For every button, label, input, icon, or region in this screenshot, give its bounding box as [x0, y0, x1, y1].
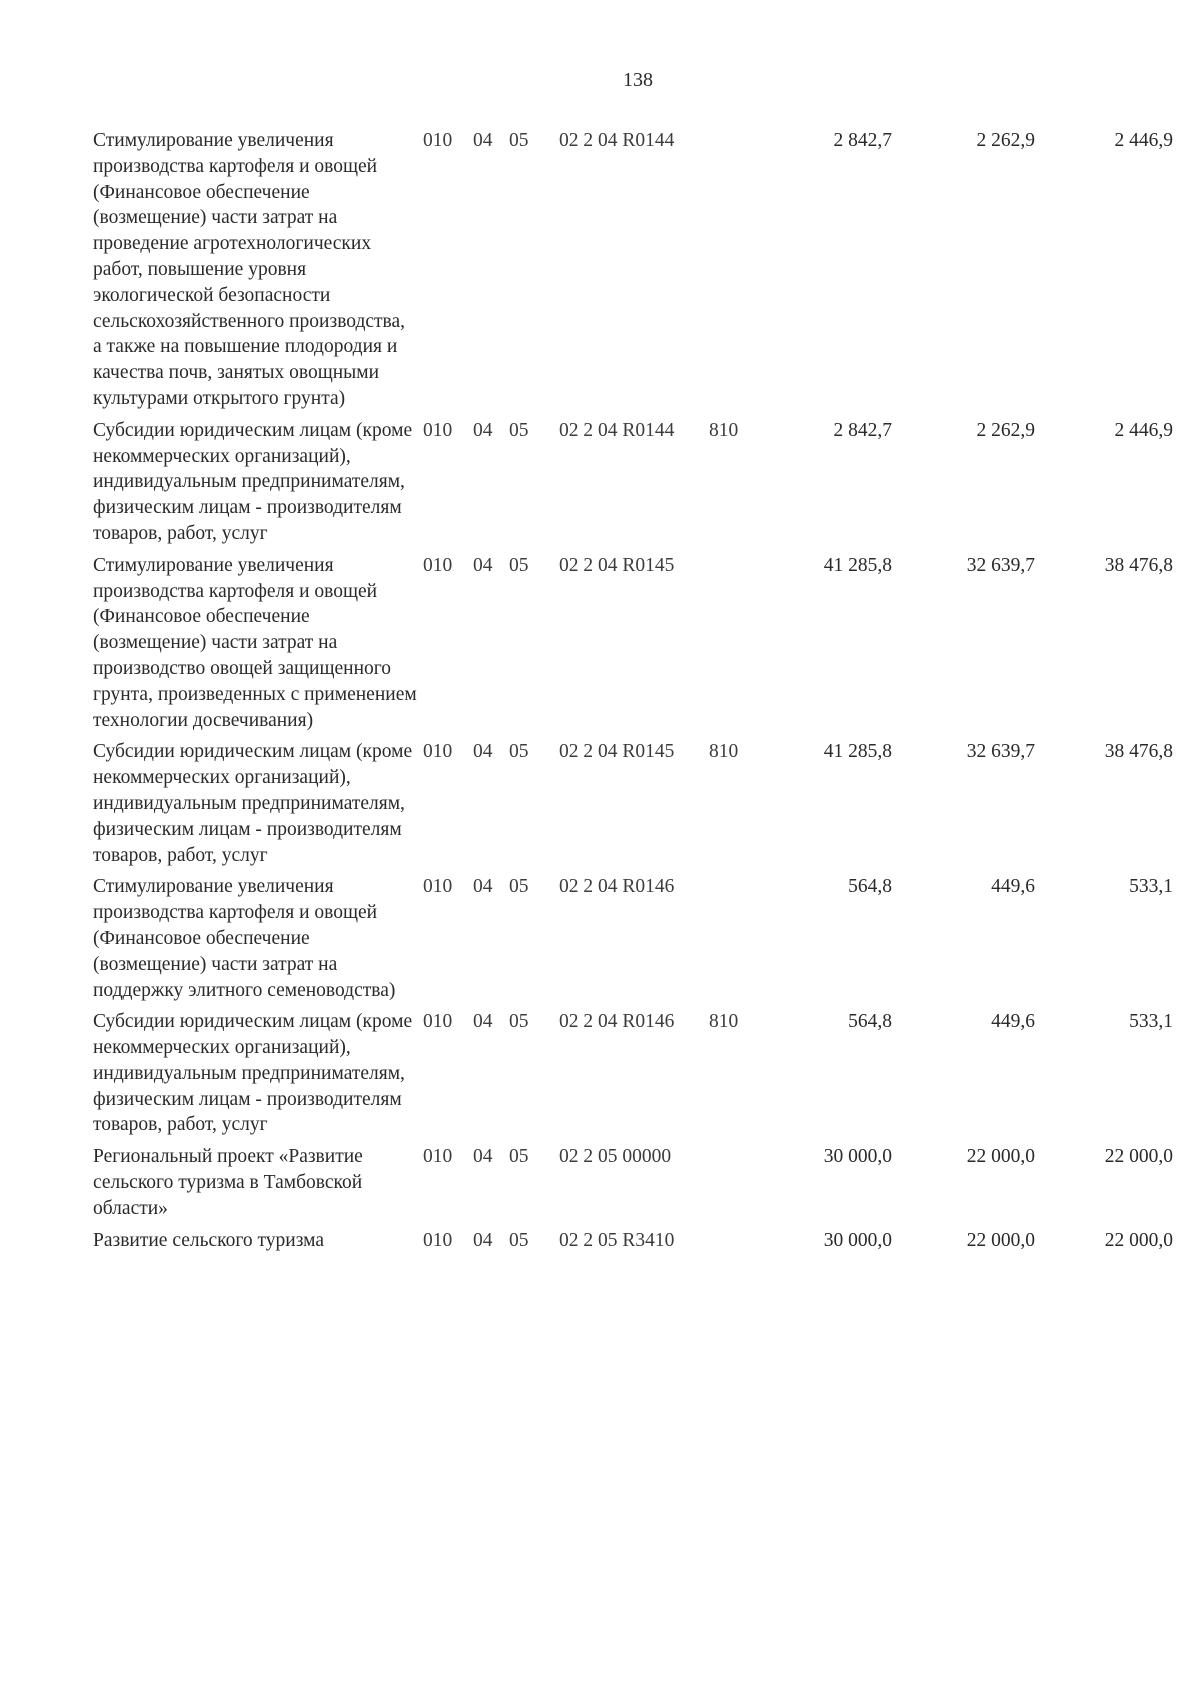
- target-article-code: 02 2 05 R3410: [559, 1229, 675, 1251]
- amount-year-3: 22 000,0: [1104, 1146, 1173, 1168]
- grbs-code: 010: [423, 1146, 453, 1168]
- amount-year-2: 22 000,0: [966, 1146, 1035, 1168]
- amount-year-2: 449,6: [991, 876, 1035, 898]
- expense-name: Субсидии юридическим лицам (кроме некоммерческих организаций), индивидуальным предпринимателям, физическим лицам - производителям товаров, работ, услуг: [93, 1011, 413, 1136]
- target-article-code: 02 2 05 00000: [559, 1146, 672, 1168]
- table-body: [93, 128, 1173, 1259]
- table-row: [93, 418, 1173, 553]
- expense-name: Развитие сельского туризма: [93, 1229, 325, 1251]
- target-article-code: 02 2 04 R0146: [559, 876, 675, 898]
- table-row: [93, 739, 1173, 874]
- amount-year-2: 2 262,9: [976, 419, 1035, 441]
- target-article-code: 02 2 04 R0144: [559, 419, 675, 441]
- amount-year-1: 564,8: [848, 876, 892, 898]
- amount-year-1: 2 842,7: [833, 130, 892, 151]
- expense-name: Субсидии юридическим лицам (кроме некоммерческих организаций), индивидуальным предпринимателям, физическим лицам - производителям товаров, работ, услуг: [93, 419, 413, 544]
- subsection-code: 05: [509, 419, 529, 441]
- section-code: 04: [473, 876, 493, 898]
- subsection-code: 05: [509, 1146, 529, 1168]
- amount-year-1: 564,8: [848, 1011, 892, 1033]
- amount-year-3: 38 476,8: [1104, 554, 1173, 576]
- section-code: 04: [473, 741, 493, 763]
- expense-type-code: 810: [709, 1011, 739, 1033]
- amount-year-3: 22 000,0: [1104, 1229, 1173, 1251]
- expense-name: Стимулирование увеличения производства картофеля и овощей (Финансовое обеспечение (возмещение) части затрат на поддержку элитного семеноводства): [93, 876, 396, 1001]
- amount-year-3: 533,1: [1129, 876, 1173, 898]
- table-row: [93, 553, 1173, 740]
- subsection-code: 05: [509, 741, 529, 763]
- amount-year-1: 30 000,0: [823, 1146, 892, 1168]
- amount-year-1: 30 000,0: [823, 1229, 892, 1251]
- target-article-code: 02 2 04 R0146: [559, 1011, 675, 1033]
- expense-name: Региональный проект «Развитие сельского туризма в Тамбовской области»: [93, 1146, 363, 1219]
- amount-year-3: 2 446,9: [1114, 419, 1173, 441]
- expense-type-code: 810: [709, 419, 739, 441]
- amount-year-3: 533,1: [1129, 1011, 1173, 1033]
- table-row: [93, 1228, 1173, 1260]
- amount-year-2: 2 262,9: [976, 130, 1035, 151]
- section-code: 04: [473, 1146, 493, 1168]
- expense-type-code: [709, 1144, 777, 1227]
- section-code: 04: [473, 419, 493, 441]
- expense-name: Стимулирование увеличения производства картофеля и овощей (Финансовое обеспечение (возмещение) части затрат на производство овощей защищенного грунта, произведенных с применением технологии досвечивания): [93, 554, 417, 731]
- subsection-code: 05: [509, 130, 529, 151]
- section-code: 04: [473, 1011, 493, 1033]
- grbs-code: 010: [423, 554, 453, 576]
- amount-year-1: 41 285,8: [823, 554, 892, 576]
- expense-type-code: [709, 874, 777, 1009]
- target-article-code: 02 2 04 R0145: [559, 554, 675, 576]
- grbs-code: 010: [423, 1011, 453, 1033]
- grbs-code: 010: [423, 876, 453, 898]
- section-code: 04: [473, 554, 493, 576]
- grbs-code: 010: [423, 130, 453, 151]
- expense-type-code: [709, 128, 777, 418]
- grbs-code: 010: [423, 1229, 453, 1251]
- grbs-code: 010: [423, 419, 453, 441]
- expense-type-code: 810: [709, 741, 739, 763]
- subsection-code: 05: [509, 554, 529, 576]
- amount-year-3: 38 476,8: [1104, 741, 1173, 763]
- expense-name: Субсидии юридическим лицам (кроме некоммерческих организаций), индивидуальным предпринимателям, физическим лицам - производителям товаров, работ, услуг: [93, 741, 413, 866]
- section-code: 04: [473, 1229, 493, 1251]
- target-article-code: 02 2 04 R0145: [559, 741, 675, 763]
- subsection-code: 05: [509, 1011, 529, 1033]
- amount-year-1: 41 285,8: [823, 741, 892, 763]
- page-number: 138: [623, 69, 653, 91]
- table-row: [93, 874, 1173, 1009]
- expense-type-code: [709, 1228, 777, 1260]
- amount-year-2: 22 000,0: [966, 1229, 1035, 1251]
- amount-year-1: 2 842,7: [833, 419, 892, 441]
- amount-year-2: 32 639,7: [966, 741, 1035, 763]
- table-row: [93, 1009, 1173, 1144]
- amount-year-2: 449,6: [991, 1011, 1035, 1033]
- subsection-code: 05: [509, 1229, 529, 1251]
- table-row: [93, 128, 1173, 418]
- section-code: 04: [473, 130, 493, 151]
- subsection-code: 05: [509, 876, 529, 898]
- expense-name: Стимулирование увеличения производства картофеля и овощей (Финансовое обеспечение (возмещение) части затрат на проведение агротехнологических работ, повышение уровня экологической безопасности сельскохозяйственного производства, а также на повышение плодородия и качества почв, занятых овощными культурами открытого грунта): [93, 130, 406, 409]
- budget-table: [93, 128, 1173, 1259]
- table-row: [93, 1144, 1173, 1227]
- amount-year-2: 32 639,7: [966, 554, 1035, 576]
- target-article-code: 02 2 04 R0144: [559, 130, 675, 151]
- amount-year-3: 2 446,9: [1114, 130, 1173, 151]
- grbs-code: 010: [423, 741, 453, 763]
- expense-type-code: [709, 553, 777, 740]
